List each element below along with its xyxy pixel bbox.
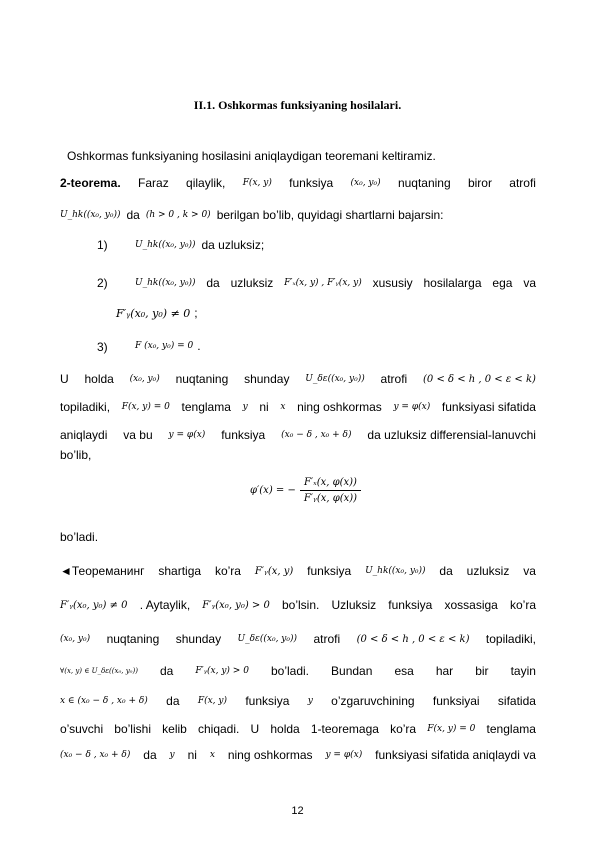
proof-line-4 <box>60 662 536 680</box>
text: bo’ladi. <box>60 530 99 544</box>
math-expression: F′ᵧ(x₀, y₀) > 0 <box>202 599 270 611</box>
word: atrofi <box>313 632 341 646</box>
math-expression: U_hk((x₀, y₀)) <box>135 278 196 288</box>
section-heading: II.1. Oshkormas funksiyaning hosilalari. <box>193 98 402 112</box>
math-expression: U_δε((x₀, y₀)) <box>305 374 365 384</box>
para-line-1 <box>60 370 536 388</box>
word: da <box>159 664 174 678</box>
word: bir <box>475 664 489 678</box>
word: shunday <box>175 632 222 646</box>
text: bo’lib, <box>60 448 92 462</box>
math-expression: (x₀ − δ , x₀ + δ) <box>281 430 352 440</box>
word: funksiya <box>221 428 266 442</box>
word: tenglama <box>181 400 231 414</box>
math-expression: y <box>169 750 175 760</box>
word: biror <box>467 176 492 190</box>
word: har <box>435 664 454 678</box>
text: berilgan bo’lib, quyidagi shartlarni bajarsin: <box>216 208 444 222</box>
word: topiladiki, <box>485 632 536 646</box>
math-expression: y = φ(x) <box>325 750 363 760</box>
word: shartiga <box>158 564 202 578</box>
math-expression: (x₀ − δ , x₀ + δ) <box>60 750 131 760</box>
math-expression: F (x₀, y₀) = 0 <box>135 341 194 351</box>
theorem-line-1 <box>60 174 536 192</box>
math-expression: (x₀, y₀) <box>129 374 160 384</box>
theorem-line-2 <box>60 206 536 224</box>
word: ◄Теореманинг <box>60 564 145 578</box>
word: da <box>439 564 453 578</box>
item-3 <box>135 337 335 355</box>
word: da <box>143 748 157 762</box>
proof-line-6 <box>60 720 536 738</box>
para-line-3 <box>60 426 536 444</box>
math-expression: x ∈ (x₀ − δ , x₀ + δ) <box>60 696 148 706</box>
math-expression: y = φ(x) <box>168 430 206 440</box>
word: funksiya <box>388 598 433 612</box>
word: tenglama <box>486 722 536 736</box>
math-expression: (0 < δ < h , 0 < ε < k) <box>423 373 536 385</box>
math-expression: x <box>280 402 286 412</box>
item-number: 2) <box>97 276 108 290</box>
math-expression: F′ᵧ(x₀, y₀) ≠ 0 <box>60 599 128 611</box>
word: atrofi <box>380 372 408 386</box>
page-number: 12 <box>291 805 304 817</box>
word: atrofi <box>509 176 536 190</box>
text: funksiyasi sifatida <box>441 400 536 414</box>
math-expression: y <box>307 696 313 706</box>
word: tayin <box>510 664 536 678</box>
text: ning oshkormas <box>297 400 382 414</box>
text: ning oshkormas <box>227 748 313 762</box>
math-expression: F(x, y) = 0 <box>121 402 170 412</box>
math-expression: ∀(x, y) ∈ U_δε((x₀, y₀)) <box>60 667 138 675</box>
word: ega <box>492 276 513 290</box>
para-line-4 <box>60 446 536 464</box>
text: . <box>197 339 201 353</box>
word: xossasiga <box>444 598 498 612</box>
word: nuqtaning <box>175 372 229 386</box>
math-expression: U_hk((x₀, y₀)) <box>135 240 196 250</box>
math-expression: U_hk((x₀, y₀)) <box>60 210 121 220</box>
word: da <box>206 276 220 290</box>
math-expression: F′ᵧ(x₀, y₀) ≠ 0 <box>116 306 191 320</box>
word: aniqlaydi <box>60 428 108 442</box>
word: chiqadi. <box>197 722 240 736</box>
math-expression: y = φ(x) <box>393 402 431 412</box>
formula-denominator: F′ᵧ(x, φ(x)) <box>303 493 358 504</box>
word: U <box>60 372 69 386</box>
text: da uzluksiz; <box>201 238 265 252</box>
word: uzluksiz <box>466 564 510 578</box>
text: ; <box>194 306 198 320</box>
word: bo’lishi <box>114 722 151 736</box>
math-expression: (x₀, y₀) <box>60 634 91 644</box>
formula-lhs: φ′(x) = − <box>250 485 296 496</box>
word: funksiya <box>307 564 352 578</box>
math-expression: F(x, y) = 0 <box>427 724 476 734</box>
word: o’zgaruvchining <box>331 694 415 708</box>
math-expression: F′ₓ(x, y) , F′ᵧ(x, y) <box>284 278 362 288</box>
word: nuqtaning <box>397 176 451 190</box>
math-expression: F(x, y) <box>242 178 272 188</box>
word: holda <box>270 722 300 736</box>
item-2 <box>135 274 536 292</box>
word: funksiyai <box>432 694 480 708</box>
formula-numerator: F′ₓ(x, φ(x)) <box>300 477 361 491</box>
word: funksiya <box>289 176 334 190</box>
theorem-title: 2-teorema. <box>60 176 121 190</box>
math-expression: (h > 0 , k > 0) <box>145 210 211 220</box>
word: U <box>250 722 260 736</box>
word: 1-teoremaga <box>310 722 379 736</box>
proof-line-2 <box>60 596 536 614</box>
word: va <box>523 564 536 578</box>
word: nuqtaning <box>106 632 160 646</box>
word: shunday <box>244 372 290 386</box>
word: xususiy <box>372 276 413 290</box>
math-expression: (x₀, y₀) <box>350 178 381 188</box>
math-expression: (0 < δ < h , 0 < ε < k) <box>356 633 470 645</box>
word: da <box>166 694 180 708</box>
math-expression: F′ᵧ(x, y) <box>254 565 294 577</box>
text: funksiyasi sifatida aniqlaydi va <box>375 748 536 762</box>
word: ni <box>187 748 197 762</box>
para-line-5 <box>60 528 536 546</box>
word: ko’ra <box>214 564 241 578</box>
word: Bundan <box>331 664 373 678</box>
word: ko’ra <box>390 722 417 736</box>
text: da uzluksiz differensial-lanuvchi <box>367 428 536 442</box>
item-2-cond <box>116 304 316 322</box>
proof-line-7 <box>60 746 536 764</box>
word: bo’ladi. <box>270 664 309 678</box>
word: ni <box>259 400 269 414</box>
word: esa <box>394 664 414 678</box>
word: da <box>126 208 140 222</box>
item-number: 3) <box>97 340 108 354</box>
math-expression: F(x, y) <box>197 696 227 706</box>
math-expression: U_hk((x₀, y₀)) <box>365 566 426 576</box>
math-expression: y <box>242 402 248 412</box>
word: hosilalarga <box>423 276 482 290</box>
word: funksiya <box>245 694 290 708</box>
proof-line-5 <box>60 692 536 710</box>
text: . Aytaylik, <box>139 598 191 612</box>
word: va bu <box>123 428 153 442</box>
word: o’suvchi <box>60 722 104 736</box>
word: qilaylik, <box>186 176 226 190</box>
word: sifatida <box>497 694 536 708</box>
formula-fraction <box>300 477 361 504</box>
para-line-2 <box>60 398 536 416</box>
word: topiladiki, <box>60 400 111 414</box>
word: ko’ra <box>509 598 536 612</box>
word: kelib <box>162 722 187 736</box>
word: bo’lsin. <box>281 598 320 612</box>
word: Faraz <box>138 176 169 190</box>
intro-text: Oshkormas funksiyaning hosilasini aniqlaydigan teoremani keltiramiz. <box>67 149 436 163</box>
proof-line-1 <box>60 562 536 580</box>
math-expression: F′ᵧ(x, y) > 0 <box>195 666 249 676</box>
word: holda <box>84 372 114 386</box>
math-expression: x <box>209 750 215 760</box>
math-expression: U_δε((x₀, y₀)) <box>237 634 298 644</box>
word: uzluksiz <box>230 276 274 290</box>
word: Uzluksiz <box>331 598 377 612</box>
derivative-formula <box>250 477 361 504</box>
item-1 <box>135 236 535 254</box>
item-number: 1) <box>97 238 108 252</box>
word: va <box>523 276 536 290</box>
proof-line-3 <box>60 630 536 648</box>
